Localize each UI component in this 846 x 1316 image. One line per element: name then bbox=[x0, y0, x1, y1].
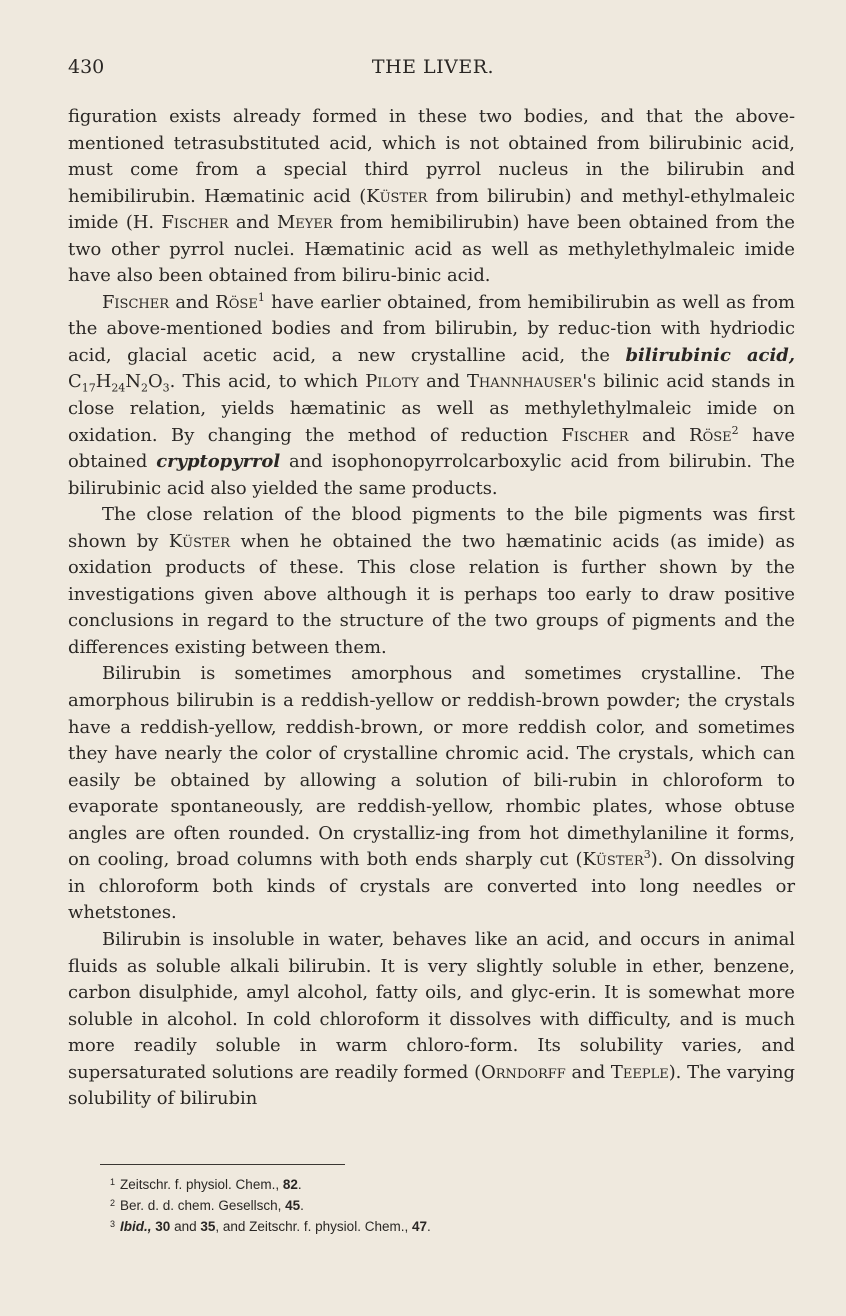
footnote-ref-2: 2 bbox=[731, 423, 739, 437]
footnote-rule bbox=[100, 1164, 345, 1165]
paragraph-5: Bilirubin is insoluble in water, behaves like an acid, and occurs in animal fluids as soluble alkali bilirubin. It is very slightly soluble in ether, benzene, carbon disulphide, amyl alcohol, fatty oils, and glyc-erin. It is somewhat more soluble in alcohol. In cold chloroform it dissolves with difficulty, and is much more readily soluble in warm chloro-form. Its solubility varies, and supersaturated solutions are readily formed (Orndorff and Teeple). The varying solubility of bilirubin bbox=[68, 928, 795, 1110]
footnote-ref-3: 3 bbox=[643, 848, 651, 862]
page-header bbox=[68, 56, 798, 86]
footnote-ref-1: 1 bbox=[257, 290, 265, 304]
body-text bbox=[68, 104, 795, 1113]
footnote-1: $^1$ Zeitschr. f. physiol. Chem., 82. bbox=[110, 1177, 302, 1192]
footnote-2: $^2$ Ber. d. d. chem. Gesellsch, 45. bbox=[110, 1198, 304, 1213]
paragraph-3: The close relation of the blood pigments to the bile pigments was first shown by Küster when he obtained the two hæmatinic acids (as imide) as oxidation products of these. This close relation is further shown by the investigations given above although it is perhaps too early to draw positive conclusions in regard to the structure of the two groups of pigments and the differences existing between them. bbox=[68, 504, 795, 658]
page-number: 430 bbox=[68, 56, 105, 78]
paragraph-4: Bilirubin is sometimes amorphous and sometimes crystalline. The amorphous bilirubin is a reddish-yellow or reddish-brown powder; the crystals have a reddish-yellow, reddish-brown, or more reddish color, and sometimes they have nearly the color of crystalline chromic acid. The crystals, which can easily be obtained by allowing a solution of bili-rubin in chloroform to evaporate spontaneously, are reddish-yellow, rhombic plates, whose obtuse angles are often rounded. On crystalliz-ing from hot dimethylaniline it forms, on cooling, broad columns with both ends sharply cut (Küster$^3$). On dissolving in chloroform both kinds of crystals are converted into long needles or whetstones. bbox=[68, 663, 795, 924]
footnote-3: $^3$ Ibid., 30 and 35, and Zeitschr. f. physiol. Chem., 47. bbox=[110, 1219, 431, 1234]
paragraph-1: figuration exists already formed in these two bodies, and that the above-mentioned tetrasubstituted acid, which is not obtained from bilirubinic acid, must come from a special third pyrrol nucleus in the bilirubin and hemibilirubin. Hæmatinic acid (Küster from bilirubin) and methyl-ethylmaleic imide (H. Fischer and Meyer from hemibilirubin) have been obtained from the two other pyrrol nuclei. Hæmatinic acid as well as methylethylmaleic imide have also been obtained from biliru-binic acid. bbox=[68, 106, 796, 287]
paragraph-2: Fischer and Röse$^1$ have earlier obtained, from hemibilirubin as well as from the above-mentioned bodies and from bilirubin, by reduc-tion with hydriodic acid, glacial acetic acid, a new crystalline acid, the bilirubinic acid, $C_{17}H_{24}N_2O_3$. This acid, to which Piloty and Thannhauser's bilinic acid stands in close relation, yields hæmatinic as well as methylethylmaleic imide on oxidation. By changing the method of reduction Fischer and Röse$^2$ have obtained cryptopyrrol and isophonopyrrolcarboxylic acid from bilirubin. The bilirubinic acid also yielded the same products. bbox=[68, 290, 796, 499]
chemical-formula: $C_{17}H_{24}N_2O_3$ bbox=[68, 371, 170, 396]
running-head: THE LIVER. bbox=[371, 56, 495, 78]
footnotes bbox=[110, 1173, 710, 1236]
